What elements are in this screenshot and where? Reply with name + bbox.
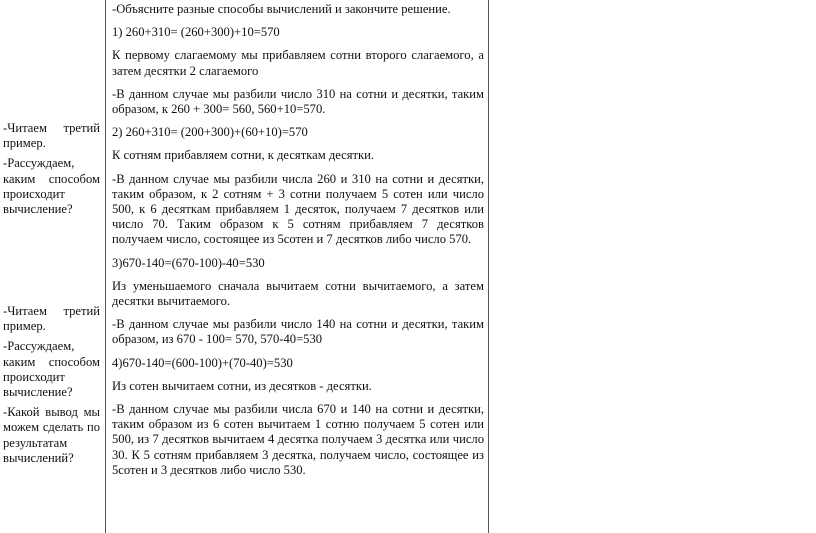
left-text: -Какой вывод мы можем сделать по результатам вычислений? (3, 405, 100, 465)
paragraph: Из уменьшаемого сначала вычитаем сотни вычитаемого, а затем десятки вычитаемого. (112, 278, 484, 309)
paragraph: -В данном случае мы разбили число 140 на сотни и десятки, таким образом, из 670 - 100= 570, 570-40=530 (112, 317, 484, 347)
paragraph: 4)670-140=(600-100)+(70-40)=530 (112, 355, 293, 370)
right-column (112, 0, 484, 486)
paragraph: 2) 260+310= (200+300)+(60+10)=570 (112, 125, 308, 140)
left-text: -Рассуждаем, каким способом происходит вычисление? (3, 339, 100, 400)
paragraph: -В данном случае мы разбили числа 260 и 310 на сотни и десятки, таким образом, к 2 сотням + 3 сотни получаем 5 сотен или число 500, к 6 десяткам прибавляем 1 десяток, получаем 7 десятков или число 70. Таким образом к 5 сотням прибавляем 7 десятков получаем число, состоящее из 5сотен и 7 десятков либо число 570. (112, 171, 484, 247)
table-border-right (488, 0, 489, 533)
paragraph: К первому слагаемому мы прибавляем сотни второго слагаемого, а затем десятки 2 слагаемого (112, 48, 484, 78)
paragraph: К сотням прибавляем сотни, к десяткам десятки. (112, 148, 375, 163)
paragraph: -В данном случае мы разбили число 310 на сотни и десятки, таким образом, к 260 + 300= 560, 560+10=570. (112, 86, 484, 117)
left-group-1 (3, 121, 100, 222)
table-border-left (105, 0, 106, 533)
left-group-2 (3, 304, 100, 471)
instruction-text: -Объясните разные способы вычислений и закончите решение. (112, 2, 451, 16)
paragraph: 1) 260+310= (260+300)+10=570 (112, 25, 280, 40)
left-text: -Рассуждаем, каким способом происходит вычисление? (3, 156, 100, 217)
left-text: -Читаем третий пример. (3, 121, 100, 151)
paragraph: Из сотен вычитаем сотни, из десятков - десятки. (112, 378, 372, 393)
left-text: -Читаем третий пример. (3, 304, 100, 334)
paragraph: -В данном случае мы разбили числа 670 и 140 на сотни и десятки, таким образом из 6 сотен вычитаем 1 сотню получаем 5 сотен или 500, из 7 десятков вычитаем 4 десятка получаем 3 десятка или число 30. К 5 сотням прибавляем 3 десятка, получаем число, состоящее из 5сотен и 3 десятков либо число 530. (112, 402, 484, 477)
paragraph: 3)670-140=(670-100)-40=530 (112, 255, 265, 270)
